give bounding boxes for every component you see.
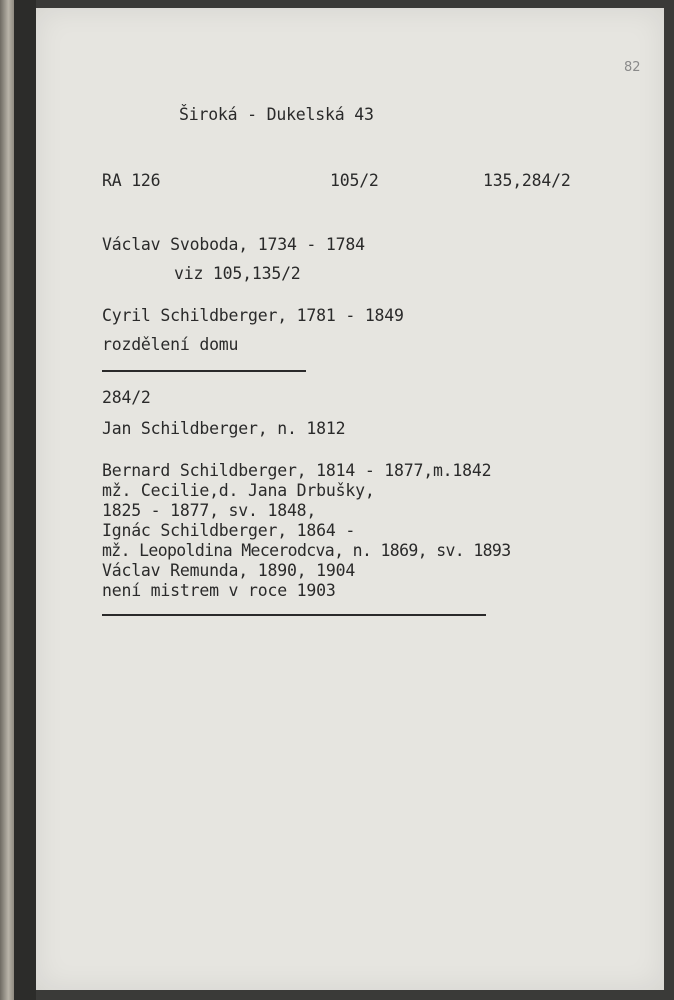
owner-line: 1825 - 1877, sv. 1848, (102, 501, 317, 520)
owner-line: mž. Leopoldina Mecerodcva, n. 1869, sv. 1893 (102, 541, 511, 560)
ra-reference: RA 126 (102, 171, 161, 190)
section-heading: 284/2 (102, 388, 151, 407)
owner-line: Václav Remunda, 1890, 1904 (102, 561, 356, 580)
house-number: 105/2 (330, 171, 379, 190)
owner-line: Václav Svoboda, 1734 - 1784 (102, 235, 365, 254)
owner-line: Bernard Schildberger, 1814 - 1877,m.1842 (102, 461, 492, 480)
owner-line: není mistrem v roce 1903 (102, 581, 336, 600)
owner-line: Cyril Schildberger, 1781 - 1849 (102, 306, 404, 325)
card-title: Široká - Dukelská 43 (179, 105, 374, 124)
owner-line: rozdělení domu (102, 335, 239, 354)
owner-line: viz 105,135/2 (174, 264, 301, 283)
page-number: 82 (624, 60, 641, 75)
divider-long (102, 614, 486, 616)
binding-edge (0, 0, 14, 1000)
owner-line: Ignác Schildberger, 1864 - (102, 521, 356, 540)
divider-short (102, 370, 306, 372)
owner-line: mž. Cecilie,d. Jana Drbušky, (102, 481, 375, 500)
index-card (36, 8, 664, 990)
owner-line: Jan Schildberger, n. 1812 (102, 419, 346, 438)
card-shadow-edge (14, 0, 36, 1000)
related-numbers: 135,284/2 (483, 171, 571, 190)
